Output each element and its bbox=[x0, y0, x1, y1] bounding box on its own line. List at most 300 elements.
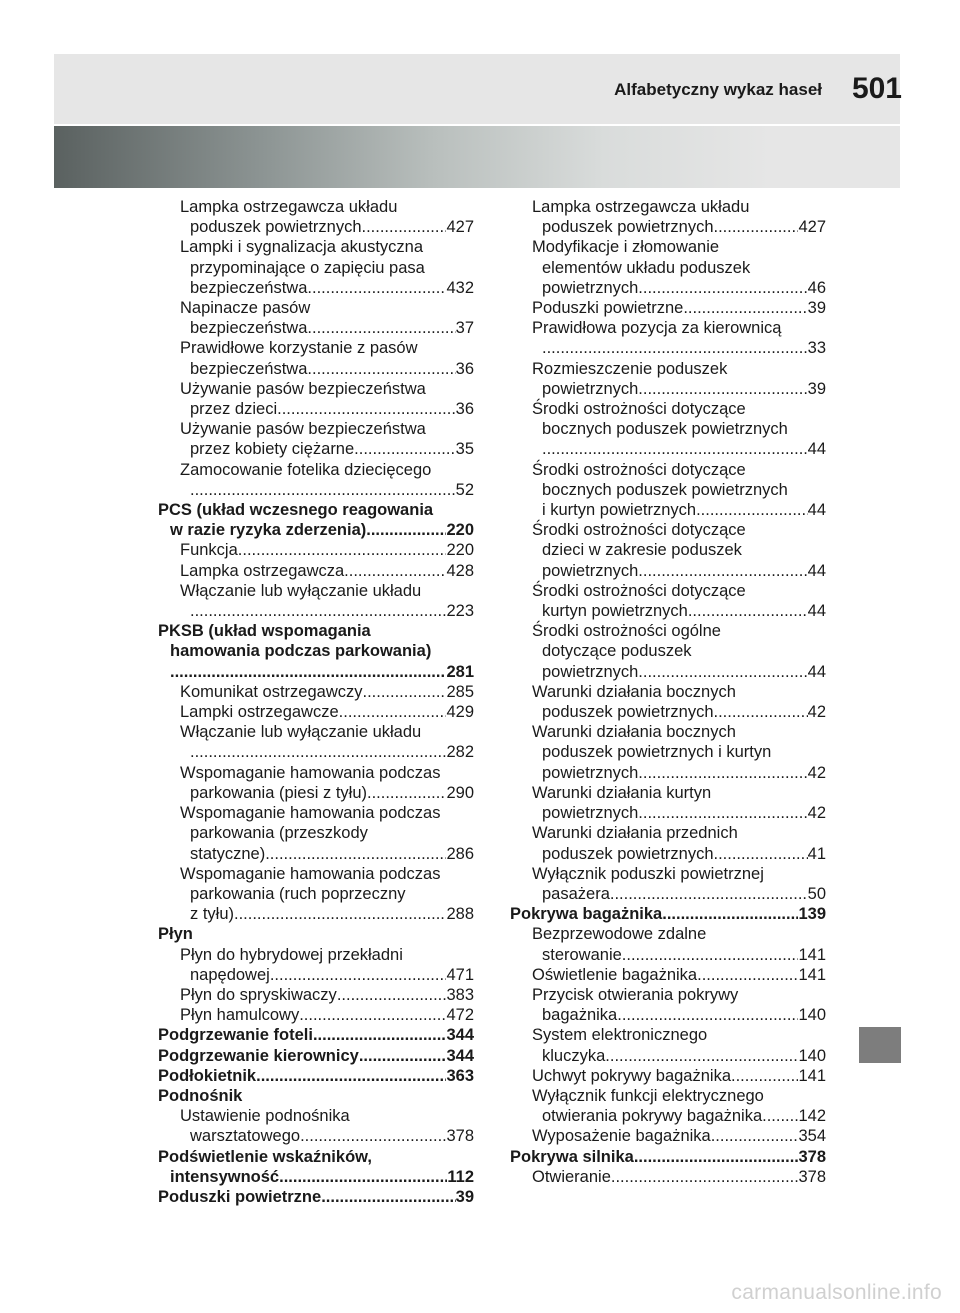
dot-leader bbox=[638, 379, 807, 399]
index-term-text: przypominające o zapięciu pasa bbox=[190, 258, 425, 277]
index-line bbox=[180, 742, 474, 762]
index-term-text: w razie ryzyka zderzenia) bbox=[170, 521, 367, 540]
page-reference: 223 bbox=[446, 602, 474, 621]
index-term-text: bezpieczeństwa bbox=[190, 359, 308, 378]
index-term-text: Zamocowanie fotelika dziecięcego bbox=[180, 460, 432, 479]
index-line bbox=[180, 1106, 474, 1126]
index-term-text: parkowania (ruch poprzeczny bbox=[190, 884, 406, 903]
index-line bbox=[180, 419, 474, 439]
dot-leader bbox=[362, 217, 447, 237]
index-heading bbox=[158, 500, 474, 540]
index-term-text: Wspomaganie hamowania podczas bbox=[180, 864, 441, 883]
index-line bbox=[180, 359, 474, 379]
index-subentry bbox=[510, 1025, 826, 1065]
page-reference: 378 bbox=[798, 1167, 826, 1186]
index-line bbox=[532, 844, 826, 864]
index-term-text: Podnośnik bbox=[158, 1086, 243, 1105]
index-term-text: napędowej bbox=[190, 965, 270, 984]
page-reference: 141 bbox=[798, 1066, 826, 1085]
index-term-text: poduszek powietrznych bbox=[542, 844, 714, 863]
index-line bbox=[532, 1106, 826, 1126]
dot-leader bbox=[190, 480, 456, 500]
index-subentry bbox=[158, 1106, 474, 1146]
index-subentry bbox=[158, 763, 474, 803]
index-line bbox=[532, 1167, 826, 1187]
index-term-text: Środki ostrożności ogólne bbox=[532, 622, 721, 641]
page-reference: 50 bbox=[807, 884, 826, 903]
index-term-text: poduszek powietrznych bbox=[190, 218, 362, 237]
index-line bbox=[532, 601, 826, 621]
index-line bbox=[532, 1005, 826, 1025]
index-term-text: Płyn do hybrydowej przekładni bbox=[180, 945, 403, 964]
index-line bbox=[180, 278, 474, 298]
page-reference: 42 bbox=[807, 804, 826, 823]
index-line bbox=[532, 217, 826, 237]
dot-leader bbox=[170, 662, 446, 682]
index-heading bbox=[158, 1086, 474, 1106]
page-reference: 281 bbox=[446, 662, 474, 681]
dot-leader bbox=[605, 1046, 798, 1066]
index-subentry bbox=[158, 864, 474, 925]
index-term-text: Lampka ostrzegawcza układu bbox=[532, 198, 750, 216]
index-term-text: Rozmieszczenie poduszek bbox=[532, 359, 728, 378]
page-reference: 428 bbox=[446, 561, 474, 580]
dot-leader bbox=[366, 520, 446, 540]
index-term-text: parkowania (piesi z tyłu) bbox=[190, 783, 367, 802]
index-term-text: Płyn hamulcowy bbox=[180, 1006, 300, 1025]
page-reference: 429 bbox=[446, 703, 474, 722]
dot-leader bbox=[711, 1126, 799, 1146]
dot-leader bbox=[270, 965, 447, 985]
index-line bbox=[532, 621, 826, 641]
dot-leader bbox=[307, 359, 455, 379]
index-term-text: Warunki działania bocznych bbox=[532, 682, 736, 701]
dot-leader bbox=[359, 1046, 447, 1066]
index-term-text: Bezprzewodowe zdalne bbox=[532, 925, 707, 944]
index-term-text: Wspomaganie hamowania podczas bbox=[180, 763, 441, 782]
index-line bbox=[158, 621, 474, 641]
page-reference: 46 bbox=[807, 278, 826, 297]
page-reference: 378 bbox=[798, 1147, 826, 1166]
index-term-text: poduszek powietrznych bbox=[542, 218, 714, 237]
index-term-text: dotyczące poduszek bbox=[542, 642, 692, 661]
index-term-text: hamowania podczas parkowania) bbox=[170, 642, 432, 661]
index-subentry bbox=[510, 965, 826, 985]
index-line bbox=[532, 379, 826, 399]
index-line bbox=[532, 298, 826, 318]
index-line bbox=[532, 581, 826, 601]
index-subentry bbox=[158, 581, 474, 621]
index-line bbox=[180, 439, 474, 459]
page-reference: 44 bbox=[807, 602, 826, 621]
index-term-text: parkowania (przeszkody bbox=[190, 824, 368, 843]
index-line bbox=[158, 520, 474, 540]
index-term-text: powietrznych bbox=[542, 763, 639, 782]
dot-leader bbox=[299, 1005, 446, 1025]
index-line bbox=[532, 399, 826, 419]
index-term-text: bocznych poduszek powietrznych bbox=[542, 420, 788, 439]
index-term-text: otwierania pokrywy bagażnika bbox=[542, 1107, 763, 1126]
dot-leader bbox=[638, 803, 807, 823]
section-tab-marker bbox=[859, 1027, 901, 1063]
dot-leader bbox=[367, 783, 446, 803]
page-reference: 37 bbox=[455, 319, 474, 338]
page-reference: 427 bbox=[446, 218, 474, 237]
dot-leader bbox=[611, 1167, 799, 1187]
index-term-text: statyczne) bbox=[190, 844, 266, 863]
dot-leader bbox=[638, 662, 807, 682]
index-subentry bbox=[158, 237, 474, 298]
index-term-text: poduszek powietrznych bbox=[542, 703, 714, 722]
index-line bbox=[532, 460, 826, 480]
page-reference: 282 bbox=[446, 743, 474, 762]
page-reference: 220 bbox=[446, 541, 474, 560]
index-subentry bbox=[510, 985, 826, 1025]
index-heading bbox=[158, 1025, 474, 1045]
index-term-text: Wspomaganie hamowania podczas bbox=[180, 804, 441, 823]
index-subentry bbox=[158, 561, 474, 581]
index-line bbox=[180, 702, 474, 722]
page-reference: 140 bbox=[798, 1046, 826, 1065]
index-line bbox=[532, 641, 826, 661]
index-subentry bbox=[158, 338, 474, 378]
index-line bbox=[180, 965, 474, 985]
page-reference: 42 bbox=[807, 763, 826, 782]
page-reference: 285 bbox=[446, 682, 474, 701]
index-term-text: Warunki działania przednich bbox=[532, 824, 738, 843]
page-reference: 36 bbox=[455, 400, 474, 419]
page-reference: 44 bbox=[807, 501, 826, 520]
index-line bbox=[532, 338, 826, 358]
index-term-text: przez dzieci bbox=[190, 400, 278, 419]
page-reference: 427 bbox=[798, 218, 826, 237]
index-subentry bbox=[510, 359, 826, 399]
index-term-text: bezpieczeństwa bbox=[190, 319, 308, 338]
index-line bbox=[532, 965, 826, 985]
index-term-text: Lampki ostrzegawcze bbox=[180, 703, 339, 722]
index-term-text: Włączanie lub wyłączanie układu bbox=[180, 581, 422, 600]
index-line bbox=[180, 884, 474, 904]
index-subentry bbox=[158, 682, 474, 702]
dot-leader bbox=[688, 601, 808, 621]
index-line bbox=[158, 1025, 474, 1045]
index-term-text: Podświetlenie wskaźników, bbox=[158, 1147, 372, 1166]
index-term-text: powietrznych bbox=[542, 662, 639, 681]
dot-leader bbox=[300, 1126, 446, 1146]
dot-leader bbox=[697, 965, 798, 985]
index-line bbox=[510, 904, 826, 924]
index-line bbox=[180, 399, 474, 419]
index-line bbox=[532, 945, 826, 965]
index-line bbox=[180, 480, 474, 500]
index-term-text: Używanie pasów bezpieczeństwa bbox=[180, 379, 426, 398]
dot-leader bbox=[256, 1066, 446, 1086]
index-term-text: sterowanie bbox=[542, 945, 622, 964]
index-line bbox=[532, 823, 826, 843]
index-subentry bbox=[158, 540, 474, 560]
index-term-text: Ustawienie podnośnika bbox=[180, 1107, 350, 1126]
dot-leader bbox=[714, 844, 808, 864]
dot-leader bbox=[542, 338, 808, 358]
index-term-text: intensywność bbox=[170, 1167, 280, 1186]
index-term-text: Podgrzewanie foteli bbox=[158, 1026, 313, 1045]
index-term-text: System elektronicznego bbox=[532, 1026, 708, 1045]
dot-leader bbox=[610, 884, 808, 904]
index-term-text: powietrznych bbox=[542, 379, 639, 398]
index-subentry bbox=[158, 419, 474, 459]
dot-leader bbox=[617, 1005, 798, 1025]
index-term-text: Poduszki powietrzne bbox=[532, 299, 684, 318]
page-reference: 290 bbox=[446, 783, 474, 802]
watermark-text: carmanualsonline.info bbox=[731, 1281, 942, 1304]
index-line bbox=[532, 662, 826, 682]
index-line bbox=[532, 1025, 826, 1045]
page-reference: 363 bbox=[446, 1066, 474, 1085]
index-subentry bbox=[158, 298, 474, 338]
index-term-text: Warunki działania bocznych bbox=[532, 723, 736, 742]
index-line bbox=[532, 803, 826, 823]
index-line bbox=[158, 1147, 474, 1167]
index-subentry bbox=[510, 1126, 826, 1146]
dot-leader bbox=[190, 601, 446, 621]
index-line bbox=[532, 682, 826, 702]
page-reference: 344 bbox=[446, 1026, 474, 1045]
index-line bbox=[532, 278, 826, 298]
index-term-text: kluczyka bbox=[542, 1046, 606, 1065]
dot-leader bbox=[190, 742, 446, 762]
index-subentry bbox=[510, 783, 826, 823]
index-subentry bbox=[510, 298, 826, 318]
index-term-text: pasażera bbox=[542, 884, 610, 903]
index-term-text: Poduszki powietrzne bbox=[158, 1187, 322, 1206]
index-term-text: Prawidłowa pozycja za kierownicą bbox=[532, 319, 782, 338]
index-line bbox=[158, 1066, 474, 1086]
index-term-text: Komunikat ostrzegawczy bbox=[180, 682, 363, 701]
dot-leader bbox=[696, 500, 808, 520]
index-line bbox=[180, 763, 474, 783]
index-term-text: PKSB (układ wspomagania bbox=[158, 622, 371, 641]
index-term-text: Lampki i sygnalizacja akustyczna bbox=[180, 238, 424, 257]
index-term-text: przez kobiety ciężarne bbox=[190, 440, 355, 459]
index-heading bbox=[510, 1147, 826, 1167]
page-reference: 378 bbox=[446, 1127, 474, 1146]
index-column-left bbox=[158, 197, 474, 1207]
page-reference: 112 bbox=[447, 1167, 474, 1186]
page-reference: 432 bbox=[446, 278, 474, 297]
index-line bbox=[532, 763, 826, 783]
page-reference: 288 bbox=[446, 905, 474, 924]
index-line bbox=[532, 500, 826, 520]
index-line bbox=[180, 237, 474, 257]
index-term-text: poduszek powietrznych i kurtyn bbox=[542, 743, 772, 762]
index-term-text: Pokrywa silnika bbox=[510, 1147, 634, 1166]
index-line bbox=[180, 460, 474, 480]
index-line bbox=[180, 1126, 474, 1146]
index-line bbox=[180, 197, 474, 217]
index-subentry bbox=[158, 702, 474, 722]
index-heading bbox=[158, 1187, 474, 1207]
dot-leader bbox=[279, 1167, 447, 1187]
dot-leader bbox=[714, 217, 799, 237]
index-term-text: Podgrzewanie kierownicy bbox=[158, 1046, 359, 1065]
index-line bbox=[158, 1167, 474, 1187]
dot-leader bbox=[344, 561, 446, 581]
index-term-text: Wyłącznik funkcji elektrycznego bbox=[532, 1086, 764, 1105]
index-line bbox=[532, 1046, 826, 1066]
index-term-text: z tyłu) bbox=[190, 905, 235, 924]
index-line bbox=[532, 783, 826, 803]
index-line bbox=[180, 823, 474, 843]
index-subentry bbox=[510, 460, 826, 521]
index-line bbox=[532, 561, 826, 581]
index-term-text: Lampka ostrzegawcza układu bbox=[180, 198, 398, 216]
index-subentry bbox=[510, 621, 826, 682]
index-subentry bbox=[158, 197, 474, 237]
dot-leader bbox=[321, 1187, 455, 1207]
index-term-text: elementów układu poduszek bbox=[542, 258, 751, 277]
index-line bbox=[180, 338, 474, 358]
index-line bbox=[532, 924, 826, 944]
page-reference: 33 bbox=[807, 339, 826, 358]
index-line bbox=[532, 864, 826, 884]
index-term-text: bocznych poduszek powietrznych bbox=[542, 480, 788, 499]
index-subentry bbox=[510, 1167, 826, 1187]
page-reference: 472 bbox=[446, 1006, 474, 1025]
index-heading bbox=[510, 904, 826, 924]
index-term-text: Środki ostrożności dotyczące bbox=[532, 400, 746, 419]
dot-leader bbox=[662, 904, 798, 924]
index-line bbox=[532, 359, 826, 379]
page-reference: 39 bbox=[455, 1187, 474, 1206]
page-reference: 44 bbox=[807, 440, 826, 459]
page-reference: 139 bbox=[798, 905, 826, 924]
decorative-gradient-band bbox=[54, 126, 900, 188]
dot-leader bbox=[762, 1106, 798, 1126]
dot-leader bbox=[638, 278, 807, 298]
index-term-text: Środki ostrożności dotyczące bbox=[532, 521, 746, 540]
index-term-text: powietrznych bbox=[542, 278, 639, 297]
page-reference: 286 bbox=[446, 844, 474, 863]
dot-leader bbox=[634, 1147, 799, 1167]
page-reference: 220 bbox=[446, 521, 474, 540]
index-subentry bbox=[510, 924, 826, 964]
index-term-text: Pokrywa bagażnika bbox=[510, 905, 663, 924]
index-term-text: dzieci w zakresie poduszek bbox=[542, 541, 742, 560]
index-term-text: bezpieczeństwa bbox=[190, 278, 308, 297]
dot-leader bbox=[238, 540, 447, 560]
page-reference: 354 bbox=[798, 1127, 826, 1146]
index-line bbox=[180, 217, 474, 237]
index-term-text: Funkcja bbox=[180, 541, 238, 560]
index-term-text: PCS (układ wczesnego reagowania bbox=[158, 501, 434, 520]
page-reference: 140 bbox=[798, 1006, 826, 1025]
index-line bbox=[180, 985, 474, 1005]
dot-leader bbox=[234, 904, 446, 924]
index-line bbox=[532, 742, 826, 762]
index-term-text: Otwieranie bbox=[532, 1167, 611, 1186]
index-term-text: Napinacze pasów bbox=[180, 299, 311, 318]
index-line bbox=[158, 1046, 474, 1066]
index-term-text: Wyłącznik poduszki powietrznej bbox=[532, 864, 764, 883]
index-line bbox=[180, 844, 474, 864]
index-line bbox=[180, 318, 474, 338]
index-term-text: Wyposażenie bagażnika bbox=[532, 1127, 711, 1146]
index-term-text: Płyn bbox=[158, 925, 193, 944]
index-line bbox=[180, 379, 474, 399]
index-line bbox=[532, 237, 826, 257]
dot-leader bbox=[354, 439, 455, 459]
index-subentry bbox=[510, 682, 826, 722]
dot-leader bbox=[307, 278, 446, 298]
index-subentry bbox=[510, 722, 826, 783]
index-subentry bbox=[510, 581, 826, 621]
index-subentry bbox=[158, 460, 474, 500]
page-reference: 36 bbox=[455, 359, 474, 378]
index-line bbox=[532, 702, 826, 722]
index-line bbox=[180, 298, 474, 318]
index-line bbox=[158, 500, 474, 520]
dot-leader bbox=[638, 763, 807, 783]
index-line bbox=[180, 540, 474, 560]
index-term-text: Płyn do spryskiwaczy bbox=[180, 985, 337, 1004]
index-heading bbox=[158, 924, 474, 944]
dot-leader bbox=[277, 399, 456, 419]
index-term-text: powietrznych bbox=[542, 561, 639, 580]
index-line bbox=[180, 945, 474, 965]
dot-leader bbox=[265, 844, 446, 864]
index-subentry bbox=[510, 1086, 826, 1126]
dot-leader bbox=[307, 318, 455, 338]
dot-leader bbox=[622, 945, 799, 965]
dot-leader bbox=[731, 1066, 798, 1086]
index-subentry bbox=[510, 197, 826, 237]
index-line bbox=[532, 1086, 826, 1106]
dot-leader bbox=[714, 702, 808, 722]
index-line bbox=[532, 1126, 826, 1146]
index-line bbox=[158, 1187, 474, 1207]
index-term-text: powietrznych bbox=[542, 804, 639, 823]
index-term-text: i kurtyn powietrznych bbox=[542, 501, 697, 520]
index-subentry bbox=[158, 985, 474, 1005]
index-term-text: Oświetlenie bagażnika bbox=[532, 965, 698, 984]
index-subentry bbox=[510, 520, 826, 581]
page-reference: 141 bbox=[798, 945, 826, 964]
index-subentry bbox=[158, 1005, 474, 1025]
index-line bbox=[180, 1005, 474, 1025]
index-line bbox=[180, 722, 474, 742]
index-line bbox=[532, 1066, 826, 1086]
index-line bbox=[180, 581, 474, 601]
index-heading bbox=[158, 1066, 474, 1086]
page-reference: 141 bbox=[798, 965, 826, 984]
index-term-text: Modyfikacje i złomowanie bbox=[532, 238, 720, 257]
page-reference: 383 bbox=[446, 985, 474, 1004]
index-line bbox=[158, 924, 474, 944]
page-reference: 35 bbox=[455, 440, 474, 459]
dot-leader bbox=[542, 439, 808, 459]
index-term-text: Podłokietnik bbox=[158, 1066, 257, 1085]
index-subentry bbox=[158, 722, 474, 762]
index-heading bbox=[158, 1147, 474, 1187]
index-heading bbox=[158, 1046, 474, 1066]
index-line bbox=[180, 258, 474, 278]
page-reference: 44 bbox=[807, 662, 826, 681]
index-line bbox=[180, 601, 474, 621]
index-heading bbox=[158, 621, 474, 682]
index-term-text: Lampka ostrzegawcza bbox=[180, 561, 345, 580]
page-reference: 471 bbox=[446, 965, 474, 984]
index-line bbox=[180, 864, 474, 884]
